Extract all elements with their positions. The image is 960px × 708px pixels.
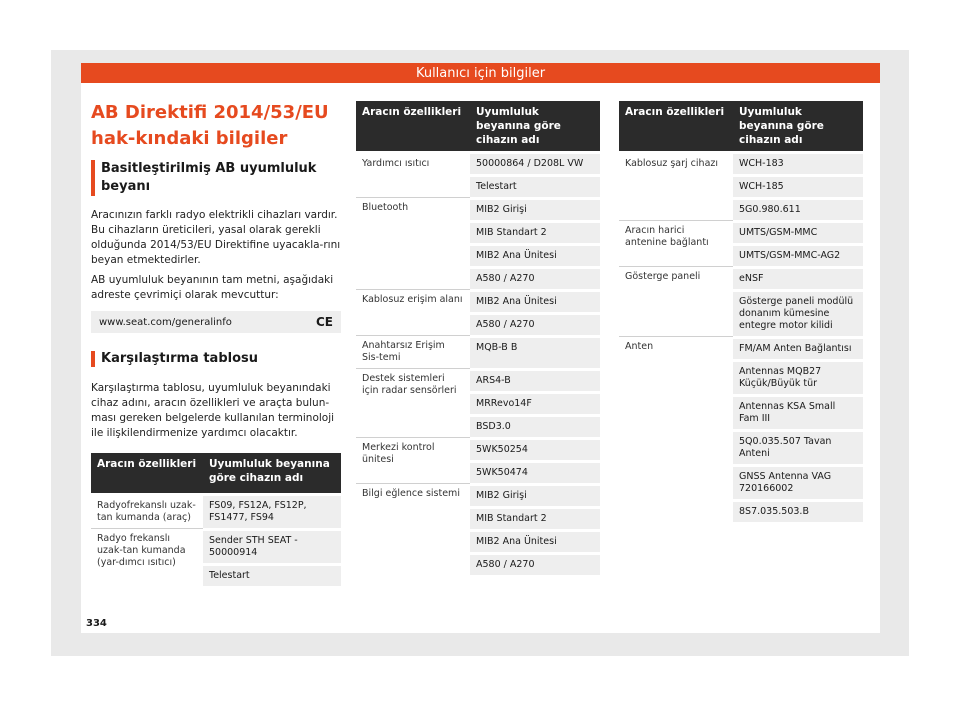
device-cell: Sender STH SEAT - 50000914 [203,528,341,563]
header-device: Uyumluluk beyanına göre cihazın adı [470,101,600,151]
table-row [356,483,600,506]
comparison-table-3 [619,101,863,522]
header-device: Uyumluluk beyanına göre cihazın adı [733,101,863,151]
device-cell: UMTS/GSM-MMC [733,220,863,243]
device-cell: MIB Standart 2 [470,506,600,529]
table-row [356,335,600,368]
device-cell: 5WK50474 [470,460,600,483]
feature-cell: Anahtarsız Erişim Sis-temi [356,335,470,368]
header-feature: Aracın özellikleri [91,453,203,493]
page-header: Kullanıcı için bilgiler [81,63,880,83]
feature-cell: Radyo frekanslı uzak-tan kumanda (yar-dımcı ısıtıcı) [91,528,203,586]
device-cell: GNSS Antenna VAG 720166002 [733,464,863,499]
comparison-table-2 [356,101,600,575]
subtitle-block [91,160,341,196]
header-feature: Aracın özellikleri [356,101,470,151]
device-cell: A580 / A270 [470,312,600,335]
device-cell: Antennas KSA Small Fam III [733,394,863,429]
feature-cell: Radyofrekanslı uzak-tan kumanda (araç) [91,493,203,528]
device-cell: 5WK50254 [470,437,600,460]
table-row [356,151,600,174]
device-cell: BSD3.0 [470,414,600,437]
table-row [356,368,600,391]
feature-cell: Kablosuz şarj cihazı [619,151,733,220]
feature-cell: Yardımcı ısıtıcı [356,151,470,197]
table-row [356,289,600,312]
device-cell: 50000864 / D208L VW [470,151,600,174]
device-cell: A580 / A270 [470,552,600,575]
url-box [91,311,341,333]
section-title: Karşılaştırma tablosu [101,351,259,366]
url-text[interactable]: www.seat.com/generalinfo [99,316,232,328]
device-cell: MIB Standart 2 [470,220,600,243]
feature-cell: Anten [619,336,733,522]
table-row [91,528,341,563]
main-title: AB Direktifi 2014/53/EU hak-kındaki bilgiler [91,102,329,149]
device-cell: Telestart [203,563,341,586]
device-cell: 5G0.980.611 [733,197,863,220]
comparison-paragraph: Karşılaştırma tablosu, uyumluluk beyanındaki cihaz adını, aracın özellikleri ve araçta bulun-ması gereken belgelerde kullanılan terminoloji ile ilişkilendirmenize yardımcı olacaktır. [91,382,335,439]
header-feature: Aracın özellikleri [619,101,733,151]
intro-paragraph: Aracınızın farklı radyo elektrikli cihazları vardır. Bu cihazların üreticileri, yasal olarak gerekli olduğunda 2014/53/EU Direktifine uyacakla-rını beyan etmektedirler. [91,209,341,266]
device-cell: WCH-183 [733,151,863,174]
comparison-table [91,453,341,586]
table-row [356,437,600,460]
device-cell: MIB2 Ana Ünitesi [470,289,600,312]
comparison-table [356,101,600,575]
table-row [356,197,600,220]
device-cell: MQB-B B [470,335,600,368]
url-paragraph: AB uyumluluk beyanının tam metni, aşağıdaki adreste çevrimiçi olarak mevcuttur: [91,274,334,301]
device-cell: FM/AM Anten Bağlantısı [733,336,863,359]
device-cell: 5Q0.035.507 Tavan Anteni [733,429,863,464]
comparison-table [619,101,863,522]
device-cell: FS09, FS12A, FS12P, FS1477, FS94 [203,493,341,528]
device-cell: Antennas MQB27 Küçük/Büyük tür [733,359,863,394]
feature-cell: Bilgi eğlence sistemi [356,483,470,575]
feature-cell: Aracın harici antenine bağlantı [619,220,733,266]
table-row [619,336,863,359]
table-row [91,493,341,528]
device-cell: MRRevo14F [470,391,600,414]
table-row [619,151,863,174]
header-device: Uyumluluk beyanına göre cihazın adı [203,453,341,493]
device-cell: eNSF [733,266,863,289]
device-cell: Gösterge paneli modülü donanım kümesine entegre motor kilidi [733,289,863,336]
subtitle: Basitleştirilmiş AB uyumluluk beyanı [101,161,317,194]
feature-cell: Kablosuz erişim alanı [356,289,470,335]
section-block [91,351,341,367]
table-row [619,220,863,243]
feature-cell: Bluetooth [356,197,470,289]
feature-cell: Destek sistemleri için radar sensörleri [356,368,470,437]
device-cell: Telestart [470,174,600,197]
device-cell: 8S7.035.503.B [733,499,863,522]
device-cell: MIB2 Girişi [470,483,600,506]
device-cell: A580 / A270 [470,266,600,289]
comparison-table-1 [91,453,341,586]
table-row [619,266,863,289]
device-cell: ARS4-B [470,368,600,391]
device-cell: WCH-185 [733,174,863,197]
ce-mark-icon: CE [315,315,333,329]
left-column [91,100,341,586]
device-cell: MIB2 Ana Ünitesi [470,243,600,266]
device-cell: UMTS/GSM-MMC-AG2 [733,243,863,266]
feature-cell: Gösterge paneli [619,266,733,336]
device-cell: MIB2 Ana Ünitesi [470,529,600,552]
device-cell: MIB2 Girişi [470,197,600,220]
page-number: 334 [86,618,107,629]
feature-cell: Merkezi kontrol ünitesi [356,437,470,483]
